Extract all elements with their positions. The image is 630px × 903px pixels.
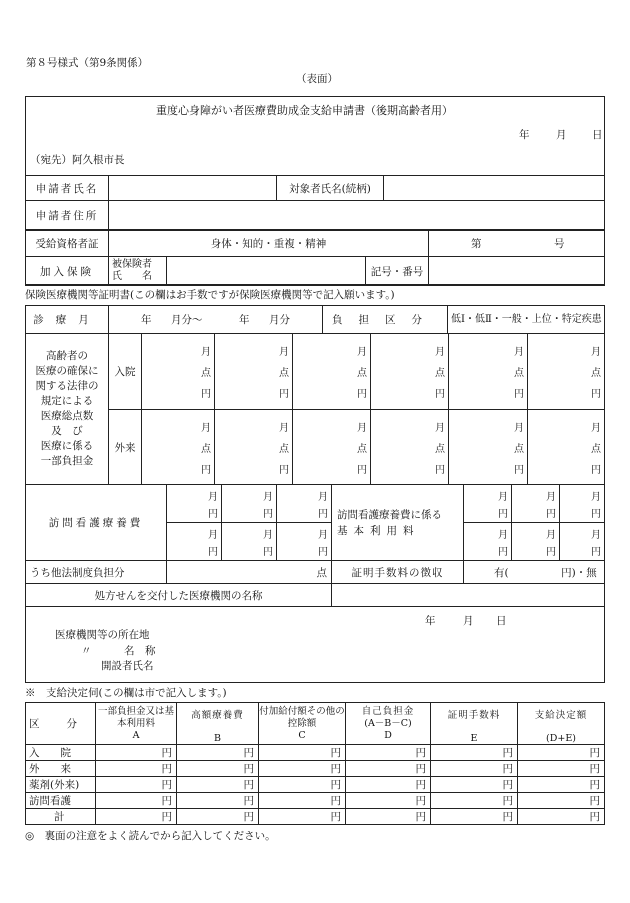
form-number: 第８号様式（第9条関係） bbox=[26, 57, 149, 69]
decision-col-e bbox=[431, 703, 518, 745]
decision-table bbox=[25, 702, 605, 825]
home-nursing-basic-cell[interactable] bbox=[560, 523, 605, 561]
unit-points: 点 bbox=[279, 443, 289, 455]
decision-cell[interactable]: 円 bbox=[96, 761, 177, 777]
period-from-year: 年 bbox=[141, 314, 152, 326]
decision-section-title: ※ 支給決定伺(この欄は市で記入します。) bbox=[25, 687, 227, 699]
burden-label: 負担区分 bbox=[323, 306, 448, 334]
legal-basis-line-6: 及 び bbox=[51, 425, 83, 437]
unit-month: 月 bbox=[318, 491, 328, 503]
home-nursing-cell[interactable] bbox=[222, 485, 277, 523]
cert-fee-label: 証明手数料の徴収 bbox=[332, 561, 464, 584]
decision-cell[interactable]: 円 bbox=[96, 809, 177, 825]
decision-cell[interactable]: 円 bbox=[259, 777, 346, 793]
institution-name-label: 名 称 bbox=[124, 645, 156, 657]
decision-cell[interactable]: 円 bbox=[431, 793, 518, 809]
burden-options[interactable]: 低Ⅰ・低Ⅱ・一般・上位・特定疾患 bbox=[448, 306, 605, 334]
unit-points: 点 bbox=[591, 368, 601, 379]
decision-col-b-label: 高額療養費 bbox=[191, 710, 244, 721]
unit-yen: 円 bbox=[201, 464, 211, 476]
unit-month: 月 bbox=[201, 347, 211, 358]
medical-points-table bbox=[25, 333, 605, 485]
symbol-number-field[interactable] bbox=[429, 257, 605, 286]
insured-name-field[interactable] bbox=[167, 257, 366, 286]
period-field[interactable] bbox=[109, 306, 323, 334]
unit-yen: 円 bbox=[201, 389, 211, 400]
decision-row bbox=[26, 745, 605, 761]
unit-yen: 円 bbox=[498, 546, 508, 558]
unit-points: 点 bbox=[279, 368, 289, 379]
target-name-field[interactable] bbox=[384, 176, 605, 201]
period-table bbox=[25, 305, 605, 334]
decision-cell[interactable]: 円 bbox=[177, 793, 259, 809]
unit-month: 月 bbox=[208, 491, 218, 503]
decision-row bbox=[26, 809, 605, 825]
decision-cell[interactable]: 円 bbox=[346, 809, 431, 825]
decision-col-a-sub: A bbox=[132, 729, 140, 741]
inst-date-year: 年 bbox=[425, 615, 436, 627]
inpatient-cell[interactable] bbox=[142, 334, 215, 410]
outpatient-cell[interactable] bbox=[528, 410, 605, 485]
decision-col-d-formula: (A－B－C) bbox=[364, 717, 412, 729]
inpatient-label: 入院 bbox=[109, 334, 142, 410]
unit-yen: 円 bbox=[546, 508, 556, 520]
insured-name-label-1: 被保険者 bbox=[112, 259, 152, 270]
footer-note: ◎ 裏面の注意をよく読んでから記入してください。 bbox=[25, 830, 276, 842]
decision-col-total-sub: (D+E) bbox=[546, 733, 576, 744]
unit-month: 月 bbox=[591, 347, 601, 358]
decision-col-d-sub: D bbox=[384, 729, 392, 741]
home-nursing-basic-cell[interactable] bbox=[560, 485, 605, 523]
legal-basis-line-8: 一部負担金 bbox=[40, 455, 94, 467]
decision-col-c-label: 付加給付額その他の控除額 bbox=[259, 705, 345, 729]
location-label: 医療機関等の所在地 bbox=[55, 629, 150, 641]
inpatient-cell[interactable] bbox=[371, 334, 449, 410]
insurance-table bbox=[25, 256, 605, 286]
unit-points: 点 bbox=[591, 443, 601, 455]
home-nursing-basic-cell[interactable] bbox=[512, 485, 560, 523]
unit-yen: 円 bbox=[357, 464, 367, 476]
decision-col-e-sub: E bbox=[470, 733, 478, 744]
decision-row-label: 訪問看護 bbox=[26, 793, 96, 809]
period-to-year: 年 bbox=[239, 314, 250, 326]
decision-col-e-label: 証明手数料 bbox=[447, 710, 501, 721]
unit-yen: 円 bbox=[546, 546, 556, 558]
unit-points: 点 bbox=[357, 368, 367, 379]
applicant-address-field[interactable] bbox=[109, 201, 605, 230]
decision-cell[interactable]: 円 bbox=[518, 745, 605, 761]
home-nursing-cell[interactable] bbox=[167, 485, 222, 523]
outpatient-label: 外来 bbox=[109, 410, 142, 485]
legal-basis-line-7: 医療に係る bbox=[40, 440, 94, 452]
unit-month: 月 bbox=[201, 422, 211, 434]
unit-month: 月 bbox=[591, 422, 601, 434]
unit-yen: 円 bbox=[263, 546, 273, 558]
unit-yen: 円 bbox=[279, 389, 289, 400]
unit-month: 月 bbox=[546, 529, 556, 541]
unit-points: 点 bbox=[201, 443, 211, 455]
decision-row bbox=[26, 777, 605, 793]
period-from-month: 月分～ bbox=[171, 314, 203, 326]
decision-cell[interactable]: 円 bbox=[431, 745, 518, 761]
prescription-field[interactable] bbox=[332, 584, 605, 607]
decision-cell[interactable]: 円 bbox=[96, 745, 177, 761]
home-nursing-cell[interactable] bbox=[277, 485, 332, 523]
home-nursing-basic-cell[interactable] bbox=[464, 485, 512, 523]
decision-cell[interactable]: 円 bbox=[346, 793, 431, 809]
unit-month: 月 bbox=[263, 491, 273, 503]
decision-cell[interactable]: 円 bbox=[177, 809, 259, 825]
applicant-address-label: 申請者住所 bbox=[26, 201, 109, 230]
decision-col-b-sub: B bbox=[214, 733, 221, 744]
decision-col-total-label: 支給決定額 bbox=[534, 710, 588, 721]
unit-yen: 円 bbox=[357, 389, 367, 400]
unit-yen: 円 bbox=[208, 546, 218, 558]
insurance-label: 加入保険 bbox=[26, 257, 109, 286]
home-nursing-cell[interactable] bbox=[167, 523, 222, 561]
home-nursing-label: 訪問看護療養費 bbox=[26, 485, 167, 561]
decision-col-c-sub: C bbox=[298, 729, 306, 741]
unit-points: 点 bbox=[514, 443, 524, 455]
cert-number-prefix: 第 bbox=[471, 238, 482, 250]
founder-label: 開設者氏名 bbox=[101, 660, 154, 672]
outpatient-cell[interactable] bbox=[449, 410, 528, 485]
home-nursing-basic-label-1: 訪問看護療養費に係る bbox=[337, 508, 442, 521]
decision-cell[interactable]: 円 bbox=[518, 761, 605, 777]
decision-col-c bbox=[259, 703, 346, 745]
unit-yen: 円 bbox=[208, 508, 218, 520]
unit-month: 月 bbox=[498, 529, 508, 541]
inpatient-cell[interactable] bbox=[449, 334, 528, 410]
decision-cell[interactable]: 円 bbox=[346, 777, 431, 793]
home-nursing-table bbox=[25, 484, 605, 561]
decision-cell[interactable]: 円 bbox=[346, 745, 431, 761]
unit-month: 月 bbox=[498, 491, 508, 503]
inpatient-cell[interactable] bbox=[528, 334, 605, 410]
decision-cell[interactable]: 円 bbox=[431, 777, 518, 793]
date-year-label: 年 bbox=[519, 129, 530, 141]
decision-col-b bbox=[177, 703, 259, 745]
unit-yen: 円 bbox=[591, 464, 601, 476]
decision-cell[interactable]: 円 bbox=[518, 809, 605, 825]
inst-date-month: 月 bbox=[463, 615, 474, 627]
unit-month: 月 bbox=[357, 347, 367, 358]
decision-col-total bbox=[518, 703, 605, 745]
decision-cell[interactable]: 円 bbox=[259, 745, 346, 761]
legal-basis-label bbox=[26, 334, 109, 485]
home-nursing-basic-cell[interactable] bbox=[512, 523, 560, 561]
inpatient-cell[interactable] bbox=[293, 334, 371, 410]
decision-cell[interactable]: 円 bbox=[518, 793, 605, 809]
inpatient-cell[interactable] bbox=[215, 334, 293, 410]
unit-yen: 円 bbox=[318, 508, 328, 520]
unit-yen: 円 bbox=[514, 389, 524, 400]
unit-month: 月 bbox=[435, 347, 445, 358]
outpatient-cell[interactable] bbox=[371, 410, 449, 485]
certificate-number-field[interactable] bbox=[429, 231, 605, 257]
unit-yen: 円 bbox=[591, 389, 601, 400]
unit-month: 月 bbox=[591, 529, 601, 541]
decision-row-label: 外 来 bbox=[26, 761, 96, 777]
unit-month: 月 bbox=[591, 491, 601, 503]
decision-row bbox=[26, 761, 605, 777]
decision-cell[interactable]: 円 bbox=[177, 761, 259, 777]
other-system-points[interactable]: 点 bbox=[167, 561, 332, 584]
unit-yen: 円 bbox=[435, 389, 445, 400]
form-title: 重度心身障がい者医療費助成金支給申請書（後期高齢者用） bbox=[156, 104, 453, 117]
decision-cell[interactable]: 円 bbox=[177, 777, 259, 793]
unit-yen: 円 bbox=[435, 464, 445, 476]
form-side: （表面） bbox=[296, 73, 338, 85]
prescription-label: 処方せんを交付した医療機関の名称 bbox=[26, 584, 332, 607]
cert-number-suffix: 号 bbox=[554, 238, 565, 250]
decision-col-d bbox=[346, 703, 431, 745]
decision-col-d-label: 自己負担金 bbox=[361, 705, 415, 717]
other-burden-table bbox=[25, 560, 605, 607]
ditto-mark: 〃 bbox=[81, 645, 92, 657]
unit-points: 点 bbox=[201, 368, 211, 379]
disability-types[interactable]: 身体・知的・重複・精神 bbox=[109, 231, 429, 257]
target-name-label: 対象者氏名(続柄) bbox=[277, 176, 384, 201]
certificate-table bbox=[25, 230, 605, 257]
decision-row-label: 計 bbox=[26, 809, 96, 825]
applicant-name-field[interactable] bbox=[109, 176, 277, 201]
decision-row-label: 入 院 bbox=[26, 745, 96, 761]
unit-yen: 円 bbox=[318, 546, 328, 558]
other-system-label: うち他法制度負担分 bbox=[26, 561, 167, 584]
unit-yen: 円 bbox=[498, 508, 508, 520]
applicant-table bbox=[25, 175, 605, 230]
unit-points: 点 bbox=[357, 443, 367, 455]
unit-month: 月 bbox=[279, 347, 289, 358]
period-to-month: 月分 bbox=[269, 314, 290, 326]
unit-yen: 円 bbox=[591, 546, 601, 558]
period-label: 診療月 bbox=[26, 306, 109, 334]
decision-row bbox=[26, 793, 605, 809]
insured-name-label-2: 氏 名 bbox=[112, 271, 152, 282]
unit-yen: 円 bbox=[514, 464, 524, 476]
decision-cell[interactable]: 円 bbox=[259, 761, 346, 777]
institution-box bbox=[25, 606, 605, 683]
certificate-label: 受給資格者証 bbox=[26, 231, 109, 257]
decision-cell[interactable]: 円 bbox=[259, 809, 346, 825]
outpatient-cell[interactable] bbox=[293, 410, 371, 485]
decision-cell[interactable]: 円 bbox=[346, 761, 431, 777]
decision-cell[interactable]: 円 bbox=[431, 761, 518, 777]
home-nursing-cell[interactable] bbox=[222, 523, 277, 561]
unit-month: 月 bbox=[208, 529, 218, 541]
legal-basis-line-1: 高齢者の bbox=[46, 350, 88, 362]
unit-month: 月 bbox=[435, 422, 445, 434]
unit-month: 月 bbox=[514, 347, 524, 358]
date-day-label: 日 bbox=[592, 129, 603, 141]
unit-month: 月 bbox=[318, 529, 328, 541]
inst-date-day: 日 bbox=[496, 615, 507, 627]
unit-month: 月 bbox=[546, 491, 556, 503]
legal-basis-line-3: 関する法律の bbox=[35, 380, 99, 392]
unit-yen: 円 bbox=[263, 508, 273, 520]
home-nursing-basic-cell[interactable] bbox=[464, 523, 512, 561]
legal-basis-line-4: 規定による bbox=[40, 395, 94, 407]
unit-points: 点 bbox=[435, 368, 445, 379]
cert-fee-options[interactable]: 有( 円)・無 bbox=[464, 561, 605, 584]
home-nursing-cell[interactable] bbox=[277, 523, 332, 561]
legal-basis-line-2: 医療の確保に bbox=[35, 365, 99, 377]
insured-name-label bbox=[109, 257, 167, 286]
decision-cell[interactable]: 円 bbox=[431, 809, 518, 825]
applicant-name-label: 申請者氏名 bbox=[26, 176, 109, 201]
decision-row-label: 薬剤(外来) bbox=[26, 777, 96, 793]
unit-yen: 円 bbox=[279, 464, 289, 476]
legal-basis-line-5: 医療総点数 bbox=[40, 410, 94, 422]
addressee: （宛先）阿久根市長 bbox=[30, 154, 125, 166]
decision-col-a-label: 一部負担金又は基本利用料 bbox=[97, 705, 174, 729]
unit-points: 点 bbox=[514, 368, 524, 379]
unit-yen: 円 bbox=[591, 508, 601, 520]
decision-col-category: 区 分 bbox=[26, 703, 96, 745]
certification-section-title: 保険医療機関等証明書(この欄はお手数ですが保険医療機関等で記入願います。) bbox=[25, 289, 395, 301]
symbol-number-label: 記号・番号 bbox=[366, 257, 429, 286]
unit-points: 点 bbox=[435, 443, 445, 455]
outpatient-cell[interactable] bbox=[142, 410, 215, 485]
decision-col-a bbox=[96, 703, 177, 745]
decision-cell[interactable]: 円 bbox=[96, 793, 177, 809]
outpatient-cell[interactable] bbox=[215, 410, 293, 485]
date-month-label: 月 bbox=[556, 129, 567, 141]
home-nursing-basic-label-2: 基本利用料 bbox=[337, 524, 420, 537]
decision-cell[interactable]: 円 bbox=[518, 777, 605, 793]
decision-cell[interactable]: 円 bbox=[177, 745, 259, 761]
unit-month: 月 bbox=[514, 422, 524, 434]
unit-month: 月 bbox=[263, 529, 273, 541]
unit-month: 月 bbox=[357, 422, 367, 434]
decision-cell[interactable]: 円 bbox=[96, 777, 177, 793]
decision-cell[interactable]: 円 bbox=[259, 793, 346, 809]
unit-month: 月 bbox=[279, 422, 289, 434]
home-nursing-basic-label bbox=[332, 485, 464, 561]
